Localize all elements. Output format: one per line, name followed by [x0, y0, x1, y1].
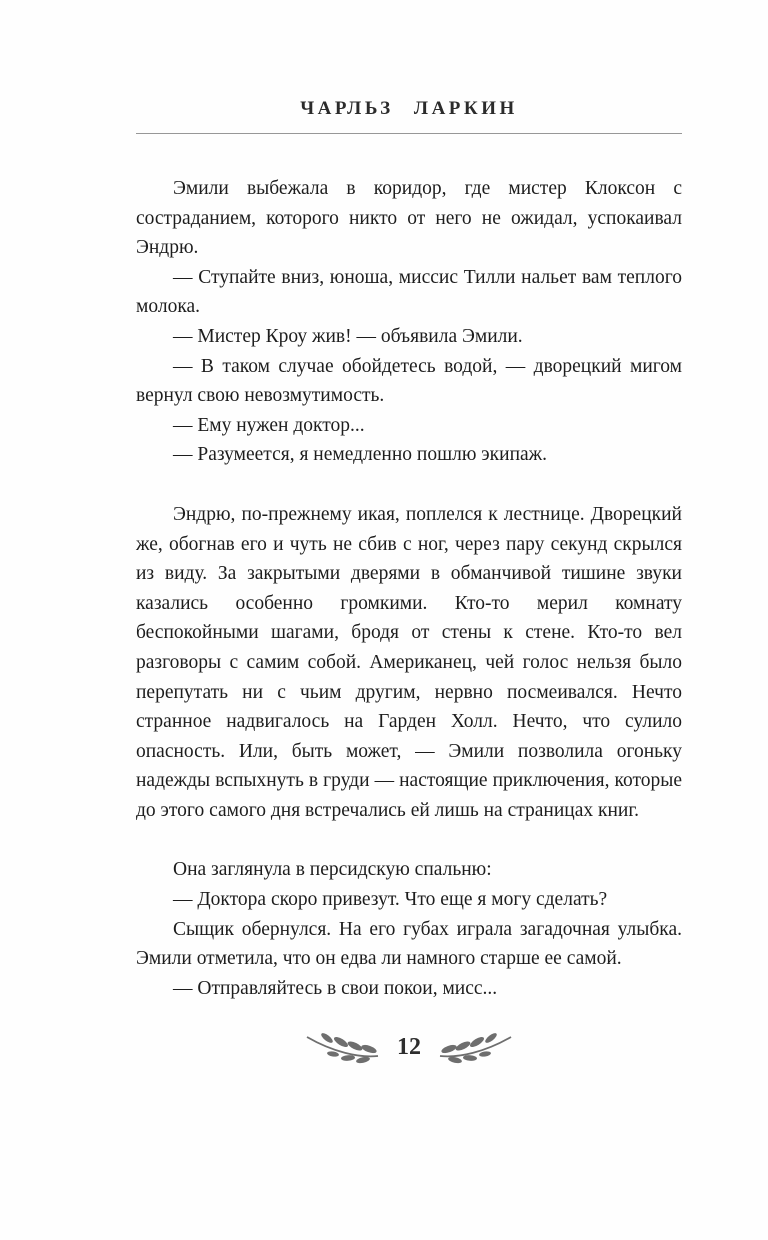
paragraph: — Ему нужен доктор... [173, 414, 365, 436]
header-divider [136, 133, 682, 134]
paragraph: — Отправляйтесь в свои покои, мисс... [173, 977, 498, 999]
book-page [136, 0, 682, 1240]
paragraph: Эндрю, по-прежнему икая, поплелся к лестнице. Дворецкий же, обогнав его и чуть не сбив с ног, через пару секунд скрылся из виду. За закрытыми дверями в обманчивой тишине звуки казались особенно громкими. Кто-то мерил комнату беспокойными шагами, бродя от стены к стене. Кто-то вел разговоры с самим собой. Американец, чей голос нельзя было перепутать ни с чьим другим, нервно посмеивался. Нечто странное надвигалось на Гарден Холл. Нечто, что сулило опасность. Или, быть может, — Эмили позволила огоньку надежды вспыхнуть в груди — настоящие приключения, которые до этого самого дня встречались ей лишь на страницах книг. [136, 503, 682, 821]
paragraph: — Ступайте вниз, юноша, миссис Тилли нальет вам теплого молока. [136, 266, 682, 318]
body-text [136, 174, 682, 1003]
page-footer [136, 1029, 682, 1065]
paragraph: Эмили выбежала в коридор, где мистер Клоксон с состраданием, которого никто от него не ожидал, успокаивал Эндрю. [136, 178, 682, 259]
running-head-author: ЧАРЛЬЗ ЛАРКИН [300, 98, 518, 119]
paragraph: — Доктора скоро привезут. Что еще я могу сделать? [173, 889, 608, 911]
page-header [136, 98, 682, 134]
paragraph: Сыщик обернулся. На его губах играла загадочная улыбка. Эмили отметила, что он едва ли намного старше ее самой. [136, 918, 682, 970]
paragraph: — Мистер Кроу жив! — объявила Эмили. [173, 325, 523, 347]
laurel-branch-left-icon [303, 1029, 381, 1065]
laurel-branch-right-icon [437, 1029, 515, 1065]
paragraph: Она заглянула в персидскую спальню: [173, 859, 492, 881]
paragraph: — Разумеется, я немедленно пошлю экипаж. [173, 444, 548, 466]
paragraph: — В таком случае обойдетесь водой, — дворецкий мигом вернул свою невозмутимость. [136, 355, 682, 407]
page-number: 12 [397, 1033, 421, 1060]
